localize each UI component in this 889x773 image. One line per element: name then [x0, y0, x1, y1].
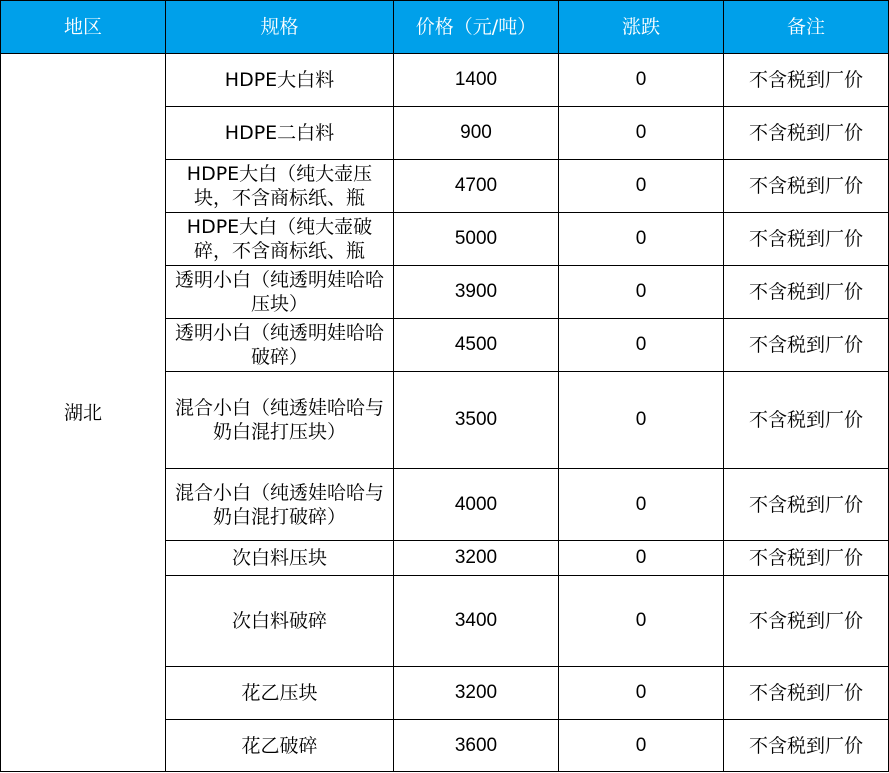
change-cell: 0: [559, 720, 724, 772]
price-cell: 1400: [394, 54, 559, 107]
note-cell: 不含税到厂价: [724, 213, 889, 266]
change-cell: 0: [559, 266, 724, 319]
change-cell: 0: [559, 213, 724, 266]
change-cell: 0: [559, 160, 724, 213]
spec-text: HDPE二白料: [224, 122, 335, 144]
spec-text: HDPE大白（纯大壶压块，不含商标纸、瓶: [186, 163, 373, 209]
change-cell: 0: [559, 469, 724, 541]
spec-text: 混合小白（纯透娃哈哈与奶白混打破碎）: [174, 481, 384, 528]
table-row: [1, 54, 889, 107]
note-cell: 不含税到厂价: [724, 541, 889, 576]
spec-text: 花乙破碎: [241, 734, 318, 757]
spec-cell: [166, 372, 394, 469]
price-cell: 4700: [394, 160, 559, 213]
change-cell: 0: [559, 667, 724, 720]
spec-cell: [166, 54, 394, 107]
spec-cell: [166, 720, 394, 772]
spec-text: HDPE大白料: [224, 69, 335, 91]
price-cell: 4000: [394, 469, 559, 541]
price-cell: 3500: [394, 372, 559, 469]
spec-text: 次白料压块: [231, 547, 327, 569]
price-cell: 4500: [394, 319, 559, 372]
region-cell: 湖北: [1, 54, 166, 772]
spec-cell: [166, 319, 394, 372]
note-cell: 不含税到厂价: [724, 720, 889, 772]
spec-cell: [166, 469, 394, 541]
change-cell: 0: [559, 576, 724, 667]
spec-cell: [166, 541, 394, 576]
note-cell: 不含税到厂价: [724, 372, 889, 469]
price-cell: 3200: [394, 541, 559, 576]
spec-cell: [166, 667, 394, 720]
note-cell: 不含税到厂价: [724, 667, 889, 720]
change-cell: 0: [559, 319, 724, 372]
table-header-row: [1, 1, 889, 54]
change-cell: 0: [559, 541, 724, 576]
note-cell: 不含税到厂价: [724, 107, 889, 160]
spec-text: 次白料破碎: [231, 610, 327, 632]
header-note: 备注: [724, 1, 889, 54]
spec-text: 透明小白（纯透明娃哈哈压块）: [174, 269, 384, 315]
spec-cell: [166, 107, 394, 160]
spec-cell: [166, 576, 394, 667]
spec-text: 混合小白（纯透娃哈哈与奶白混打压块）: [174, 397, 384, 443]
spec-text: 透明小白（纯透明娃哈哈破碎）: [174, 322, 384, 368]
note-cell: 不含税到厂价: [724, 160, 889, 213]
spec-cell: [166, 266, 394, 319]
price-cell: 3400: [394, 576, 559, 667]
price-cell: 3600: [394, 720, 559, 772]
price-cell: 3200: [394, 667, 559, 720]
note-cell: 不含税到厂价: [724, 469, 889, 541]
spec-cell: [166, 160, 394, 213]
spec-cell: [166, 213, 394, 266]
note-cell: 不含税到厂价: [724, 319, 889, 372]
spec-text: 花乙压块: [241, 682, 318, 704]
price-cell: 900: [394, 107, 559, 160]
spec-text: HDPE大白（纯大壶破碎，不含商标纸、瓶: [186, 216, 373, 262]
price-cell: 5000: [394, 213, 559, 266]
note-cell: 不含税到厂价: [724, 576, 889, 667]
note-cell: 不含税到厂价: [724, 54, 889, 107]
price-cell: 3900: [394, 266, 559, 319]
change-cell: 0: [559, 54, 724, 107]
header-spec: 规格: [166, 1, 394, 54]
change-cell: 0: [559, 372, 724, 469]
header-change: 涨跌: [559, 1, 724, 54]
change-cell: 0: [559, 107, 724, 160]
header-region: 地区: [1, 1, 166, 54]
header-price: 价格（元/吨）: [394, 1, 559, 54]
note-cell: 不含税到厂价: [724, 266, 889, 319]
